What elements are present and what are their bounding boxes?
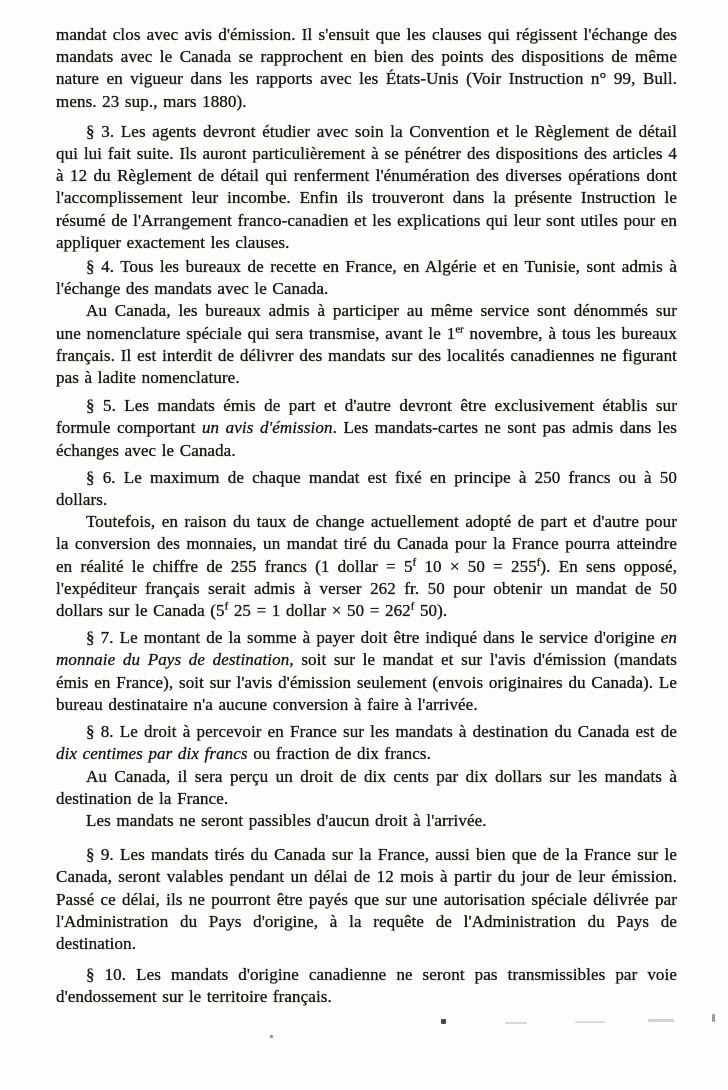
paragraph-section-6-suite-segment-2: 10 × 50 = 255 [416,556,537,576]
paragraph-section-6-suite-segment-0: Toutefois, en raison du taux de change actuellement adopté de part et d'autre pour la conversion des monnaies, un mandat tiré du Canada pour la France pourra atteindre en réalité le chiffre de 255 francs (1 dollar = 5 [56,512,677,576]
paragraph-section-8 [56,721,677,765]
paragraph-section-10-segment-0: § 10. Les mandats d'origine canadienne ne seront pas transmissibles par voie d'endossement sur le territoire français. [56,965,677,1007]
paragraph-section-6-suite-segment-7: f [410,601,415,613]
paragraph-section-6-suite-segment-4: ). En sens opposé, l'expéditeur français serait admis à verser 262 fr. 50 pour obtenir un mandat de 50 dollars sur le Canada (5 [56,556,677,621]
paragraph-section-8-suite-1-segment-0: Au Canada, il sera perçu un droit de dix cents par dix dollars sur les mandats à destination de la France. [56,766,677,808]
paragraph-section-7-segment-1: en monnaie du Pays de destination [56,628,677,670]
paragraph-section-4-suite [56,300,677,389]
paragraph-section-6-suite-segment-6: 25 = 1 dollar × 50 = 262 [228,601,411,621]
scan-speck-2 [575,1021,605,1023]
paragraph-section-4-suite-segment-0: Au Canada, les bureaux admis à participer au même service sont dénommés sur une nomenclature spéciale qui sera transmise, avant le 1 [56,301,677,343]
paragraph-continuation [56,24,677,113]
paragraph-section-7-segment-0: § 7. Le montant de la somme à payer doit être indiqué dans le service d'origine [86,628,661,648]
paragraph-section-9-segment-0: § 9. Les mandats tirés du Canada sur la France, aussi bien que de la France sur le Canada, seront valables pendant un délai de 12 mois à partir du jour de leur émission. Passé ce délai, ils ne pourront être payés que sur une autorisation spéciale délivrée par l'Administration du Pays d'origine, à la requête de l'Administration du Pays de destination. [56,845,677,953]
document-text-block [56,24,677,1009]
paragraph-section-8-segment-0: § 8. Le droit à percevoir en France sur les mandats à destination du Canada est de [86,722,677,742]
paragraph-section-6-suite [56,511,677,622]
paragraph-section-10 [56,964,677,1008]
scan-speck-0 [441,1019,446,1024]
paragraph-section-9 [56,844,677,955]
paragraph-section-8-suite-2 [56,810,677,832]
paragraph-section-8-segment-2: ou fraction de dix francs. [247,744,431,764]
paragraph-section-3 [56,121,677,254]
paragraph-section-5-segment-0: § 5. Les mandats émis de part et d'autre devront être exclusivement établis sur formule comportant [56,396,677,438]
scan-speck-5 [270,1035,273,1038]
paragraph-section-6-segment-0: § 6. Le maximum de chaque mandat est fixé en principe à 250 francs ou à 50 dollars. [56,467,677,510]
paragraph-section-6-suite-segment-5: f [224,601,229,613]
paragraph-section-4 [56,256,677,300]
scan-speck-3 [648,1019,674,1022]
paragraph-section-8-suite-2-segment-0: Les mandats ne seront passibles d'aucun droit à l'arrivée. [86,810,487,830]
paragraph-section-5-segment-2: . Les mandats-cartes ne sont pas admis dans les échanges avec le Canada. [56,418,677,460]
paragraph-section-4-segment-0: § 4. Tous les bureaux de recette en France, en Algérie et en Tunisie, sont admis à l'échange des mandats avec le Canada. [56,257,677,299]
paragraph-section-6-suite-segment-3: f [536,557,541,569]
paragraph-continuation-segment-0: mandat clos avec avis d'émission. Il s'ensuit que les clauses qui régissent l'échange des mandats avec le Canada se rapprochent en bien des points des dispositions de même nature en vigueur dans les rapports avec les États-Unis (Voir Instruction n° 99, Bull. mens. 23 sup., mars 1880). [56,25,677,111]
paragraph-section-4-suite-segment-1: er [455,323,464,335]
paragraph-section-8-suite-1 [56,766,677,810]
paragraph-section-5-segment-1: un avis d'émission [201,418,333,438]
paragraph-section-3-segment-0: § 3. Les agents devront étudier avec soin la Convention et le Règlement de détail qui lui fait suite. Ils auront particulièrement à se pénétrer des dispositions des articles 4 à 12 du Règlement de détail qui renferment l'énumération des diverses opérations dont l'accomplissement leur incombe. Enfin ils trouveront dans la présente Instruction le résumé de l'Arrangement franco-canadien et les explications qui leur sont utiles pour en appliquer exactement les clauses. [56,121,677,252]
paragraph-section-7 [56,627,677,716]
paragraph-section-6 [56,467,677,511]
paragraph-section-8-segment-1: dix centimes par dix francs [56,744,248,764]
paragraph-section-6-suite-segment-1: f [412,557,417,569]
paragraph-section-5 [56,395,677,462]
paragraph-section-4-suite-segment-2: novembre, à tous les bureaux français. Il est interdit de délivrer des mandats sur des localités canadiennes ne figurant pas à ladite nomenclature. [56,323,677,388]
scan-speck-1 [505,1022,527,1024]
scan-speck-4 [712,1014,715,1022]
paragraph-section-7-segment-2: , soit sur le mandat et sur l'avis d'émission (mandats émis en France), soit sur l'avis d'émission seulement (envois originaires du Canada). Le bureau destinataire n'a aucune conversion à faire à l'arrivée. [56,650,677,714]
paragraph-section-6-suite-segment-8: 50). [414,601,448,621]
